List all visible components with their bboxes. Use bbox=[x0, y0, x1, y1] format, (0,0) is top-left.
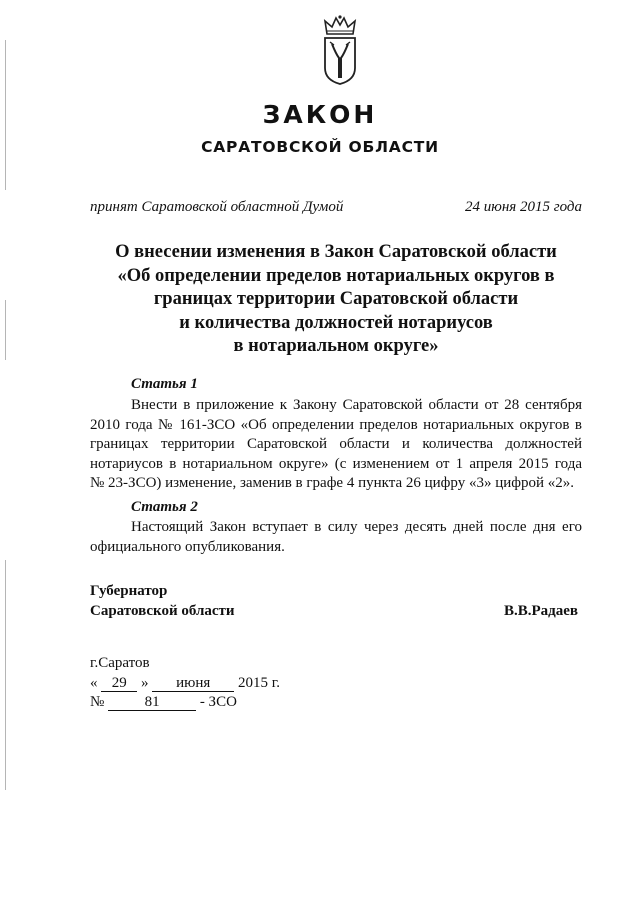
article-2-title: Статья 2 bbox=[131, 499, 198, 515]
signing-date bbox=[90, 675, 280, 692]
heading-line: границах территории Саратовской области bbox=[153, 289, 519, 309]
law-heading bbox=[88, 241, 584, 359]
article-2-line: Настоящий Закон вступает в силу через десять дней после дня его bbox=[131, 519, 582, 535]
scan-edge-mark bbox=[5, 560, 6, 790]
date-close-quote: » bbox=[141, 675, 149, 691]
number-value: 81 bbox=[108, 695, 196, 711]
article-1-line: Внести в приложение к Закону Саратовской области от 28 сентября bbox=[131, 397, 582, 413]
article-1-line: № 23-ЗСО) изменение, заменив в графе 4 пункта 26 цифру «3» цифрой «2». bbox=[90, 475, 574, 491]
number-prefix: № bbox=[90, 694, 105, 710]
city: г.Саратов bbox=[90, 655, 150, 671]
adoption-date: 24 июня 2015 года bbox=[465, 199, 582, 215]
heading-line: в нотариальном округе» bbox=[233, 336, 439, 356]
article-2-text bbox=[90, 518, 582, 557]
law-number bbox=[90, 694, 237, 711]
heading-line: О внесении изменения в Закон Саратовской области bbox=[115, 242, 557, 262]
law-region-subtitle: САРАТОВСКОЙ ОБЛАСТИ bbox=[201, 138, 439, 156]
signatory-name: В.В.Радаев bbox=[503, 603, 578, 619]
date-open-quote: « bbox=[90, 675, 98, 691]
article-1-text bbox=[90, 396, 582, 494]
date-year: 2015 г. bbox=[238, 675, 280, 691]
law-title: ЗАКОН bbox=[262, 100, 378, 129]
date-day: 29 bbox=[101, 676, 137, 692]
date-month: июня bbox=[152, 676, 234, 692]
signatory-position-line2: Саратовской области bbox=[90, 603, 235, 619]
article-1-line: границах территории Саратовской области и количества должностей bbox=[90, 436, 582, 452]
article-1-title: Статья 1 bbox=[131, 376, 198, 392]
heading-line: и количества должностей нотариусов bbox=[179, 312, 493, 333]
signatory-position-line1: Губернатор bbox=[90, 583, 168, 599]
number-suffix: - ЗСО bbox=[199, 694, 237, 710]
heading-line: «Об определении пределов нотариальных округов в bbox=[117, 265, 555, 286]
article-1-line: 2010 года № 161-ЗСО «Об определении пределов нотариальных округов в bbox=[90, 416, 582, 433]
adopted-by: принят Саратовской областной Думой bbox=[90, 199, 344, 215]
saratov-coat-of-arms-icon bbox=[318, 14, 362, 86]
article-2-line: официального опубликования. bbox=[90, 538, 285, 555]
scan-edge-mark bbox=[5, 300, 6, 360]
article-1-line: нотариусов в нотариальном округе» (с изменением от 1 апреля 2015 года bbox=[90, 455, 582, 472]
